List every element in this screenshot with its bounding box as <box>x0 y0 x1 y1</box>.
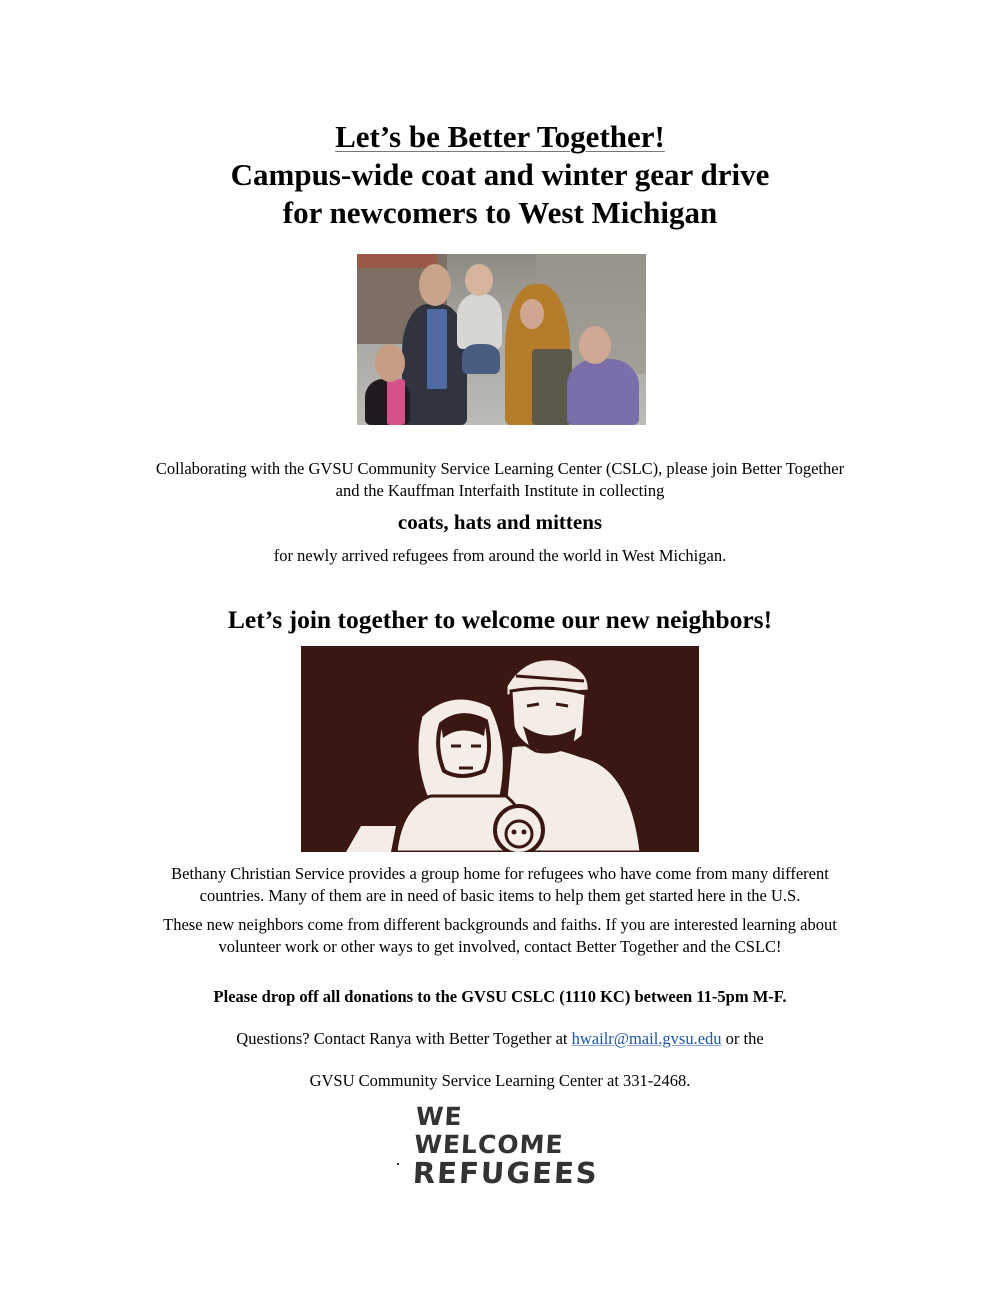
paragraph-1-line-2: countries. Many of them are in need of basic items to help them get started here in the U.S. <box>199 886 801 905</box>
items-collected: coats, hats and mittens <box>397 510 603 534</box>
photo-mother-face <box>520 299 544 329</box>
contact-prefix: Questions? Contact Ranya with Better Together at <box>236 1029 572 1048</box>
intro-line-2: and the Kauffman Interfaith Institute in collecting <box>335 481 665 500</box>
photo-father-head <box>419 264 451 306</box>
family-photo <box>357 254 646 425</box>
paragraph-1-line-1: Bethany Christian Service provides a group home for refugees who have come from many different <box>171 864 829 883</box>
paragraph-2-line-1: These new neighbors come from different backgrounds and faiths. If you are interested learning about <box>163 915 837 934</box>
contact-suffix: or the <box>721 1029 764 1048</box>
photo-girl-held-skirt <box>462 344 500 374</box>
stray-dot <box>397 1163 399 1165</box>
intro-line-1: Collaborating with the GVSU Community Service Learning Center (CSLC), please join Better Together <box>155 459 845 478</box>
photo-boy <box>567 359 639 425</box>
photo-girl-held <box>457 294 502 349</box>
title-line-3: for newcomers to West Michigan <box>282 195 718 230</box>
flyer-title <box>0 118 1000 232</box>
illustration-art <box>301 646 699 852</box>
title-line-2: Campus-wide coat and winter gear drive <box>230 157 770 192</box>
photo-girl-left-head <box>375 344 405 382</box>
photo-girl-left-scarf <box>387 379 405 425</box>
family-illustration <box>301 646 699 852</box>
contact-line-2: GVSU Community Service Learning Center at 331-2468. <box>309 1071 691 1090</box>
dropoff-instructions: Please drop off all donations to the GVSU CSLC (1110 KC) between 11-5pm M-F. <box>213 987 787 1006</box>
intro-line-3: for newly arrived refugees from around the world in West Michigan. <box>273 546 727 565</box>
logo-line-2: REFUGEES <box>411 1156 600 1190</box>
subheading: Let’s join together to welcome our new neighbors! <box>227 605 773 634</box>
title-line-1: Let’s be Better Together! <box>335 119 665 154</box>
photo-mother-coat <box>532 349 572 425</box>
photo-roof <box>357 254 437 268</box>
paragraph-2-line-2: volunteer work or other ways to get involved, contact Better Together and the CSLC! <box>218 937 782 956</box>
contact-line-1 <box>0 1028 1000 1050</box>
email-link[interactable]: hwailr@mail.gvsu.edu <box>571 1029 722 1048</box>
logo-line-1: WE WELCOME <box>413 1102 565 1159</box>
photo-girl-held-head <box>465 264 493 296</box>
photo-boy-head <box>579 326 611 364</box>
we-welcome-refugees-logo <box>411 1102 600 1190</box>
photo-father-shirt <box>427 309 447 389</box>
